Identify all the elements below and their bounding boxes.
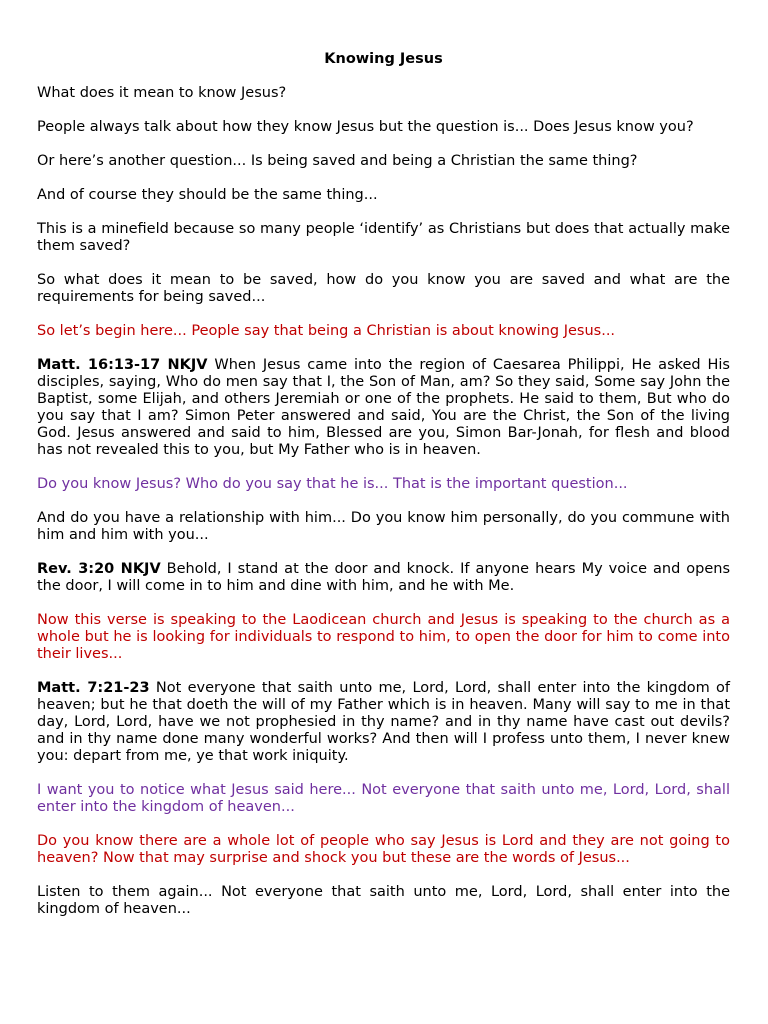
document-page bbox=[37, 50, 730, 935]
paragraph-emphasis-red: Do you know there are a whole lot of people who say Jesus is Lord and they are not going to heaven? Now that may surprise and shock you but these are the words of Jesus... bbox=[37, 833, 730, 866]
paragraph: So what does it mean to be saved, how do you know you are saved and what are the requirements for being saved... bbox=[37, 272, 730, 305]
paragraph-emphasis-red: Now this verse is speaking to the Laodicean church and Jesus is speaking to the church as a whole but he is looking for individuals to respond to him, to open the door for him to come into their lives... bbox=[37, 612, 730, 662]
scripture-text: Not everyone that saith unto me, Lord, Lord, shall enter into the kingdom of heaven; but he that doeth the will of my Father which is in heaven. Many will say to me in that day, Lord, Lord, have we not prophesied in thy name? and in thy name have cast out devils? and in thy name done many wonderful works? And then will I profess unto them, I never knew you: depart from me, ye that work iniquity. bbox=[37, 680, 730, 764]
scripture-reference: Rev. 3:20 NKJV bbox=[37, 561, 161, 577]
paragraph-emphasis-purple: Do you know Jesus? Who do you say that he is... That is the important question... bbox=[37, 476, 628, 492]
scripture-text: Behold, I stand at the door and knock. If anyone hears My voice and opens the door, I will come in to him and dine with him, and he with Me. bbox=[37, 561, 730, 594]
paragraph-emphasis-purple: I want you to notice what Jesus said here... Not everyone that saith unto me, Lord, Lord, shall enter into the kingdom of heaven... bbox=[37, 782, 730, 815]
scripture-paragraph bbox=[37, 561, 730, 595]
paragraph: And do you have a relationship with him... Do you know him personally, do you commune with him and him with you... bbox=[37, 510, 730, 543]
paragraph: Listen to them again... Not everyone that saith unto me, Lord, Lord, shall enter into the kingdom of heaven... bbox=[37, 884, 730, 917]
paragraph: Or here’s another question... Is being saved and being a Christian the same thing? bbox=[37, 153, 638, 169]
paragraph-emphasis-red: So let’s begin here... People say that being a Christian is about knowing Jesus... bbox=[37, 323, 616, 339]
document-title: Knowing Jesus bbox=[324, 51, 443, 67]
scripture-paragraph bbox=[37, 357, 730, 459]
scripture-reference: Matt. 16:13-17 NKJV bbox=[37, 357, 208, 373]
paragraph: People always talk about how they know Jesus but the question is... Does Jesus know you? bbox=[37, 119, 694, 135]
scripture-paragraph bbox=[37, 680, 730, 765]
paragraph: What does it mean to know Jesus? bbox=[37, 85, 287, 101]
scripture-reference: Matt. 7:21-23 bbox=[37, 680, 150, 696]
paragraph: This is a minefield because so many people ‘identify’ as Christians but does that actually make them saved? bbox=[37, 221, 730, 254]
paragraph: And of course they should be the same thing... bbox=[37, 187, 378, 203]
scripture-text: When Jesus came into the region of Caesarea Philippi, He asked His disciples, saying, Who do men say that I, the Son of Man, am? So they said, Some say John the Baptist, some Elijah, and others Jeremiah or one of the prophets. He said to them, But who do you say that I am? Simon Peter answered and said, You are the Christ, the Son of the living God. Jesus answered and said to him, Blessed are you, Simon Bar-Jonah, for flesh and blood has not revealed this to you, but My Father who is in heaven. bbox=[37, 357, 730, 458]
